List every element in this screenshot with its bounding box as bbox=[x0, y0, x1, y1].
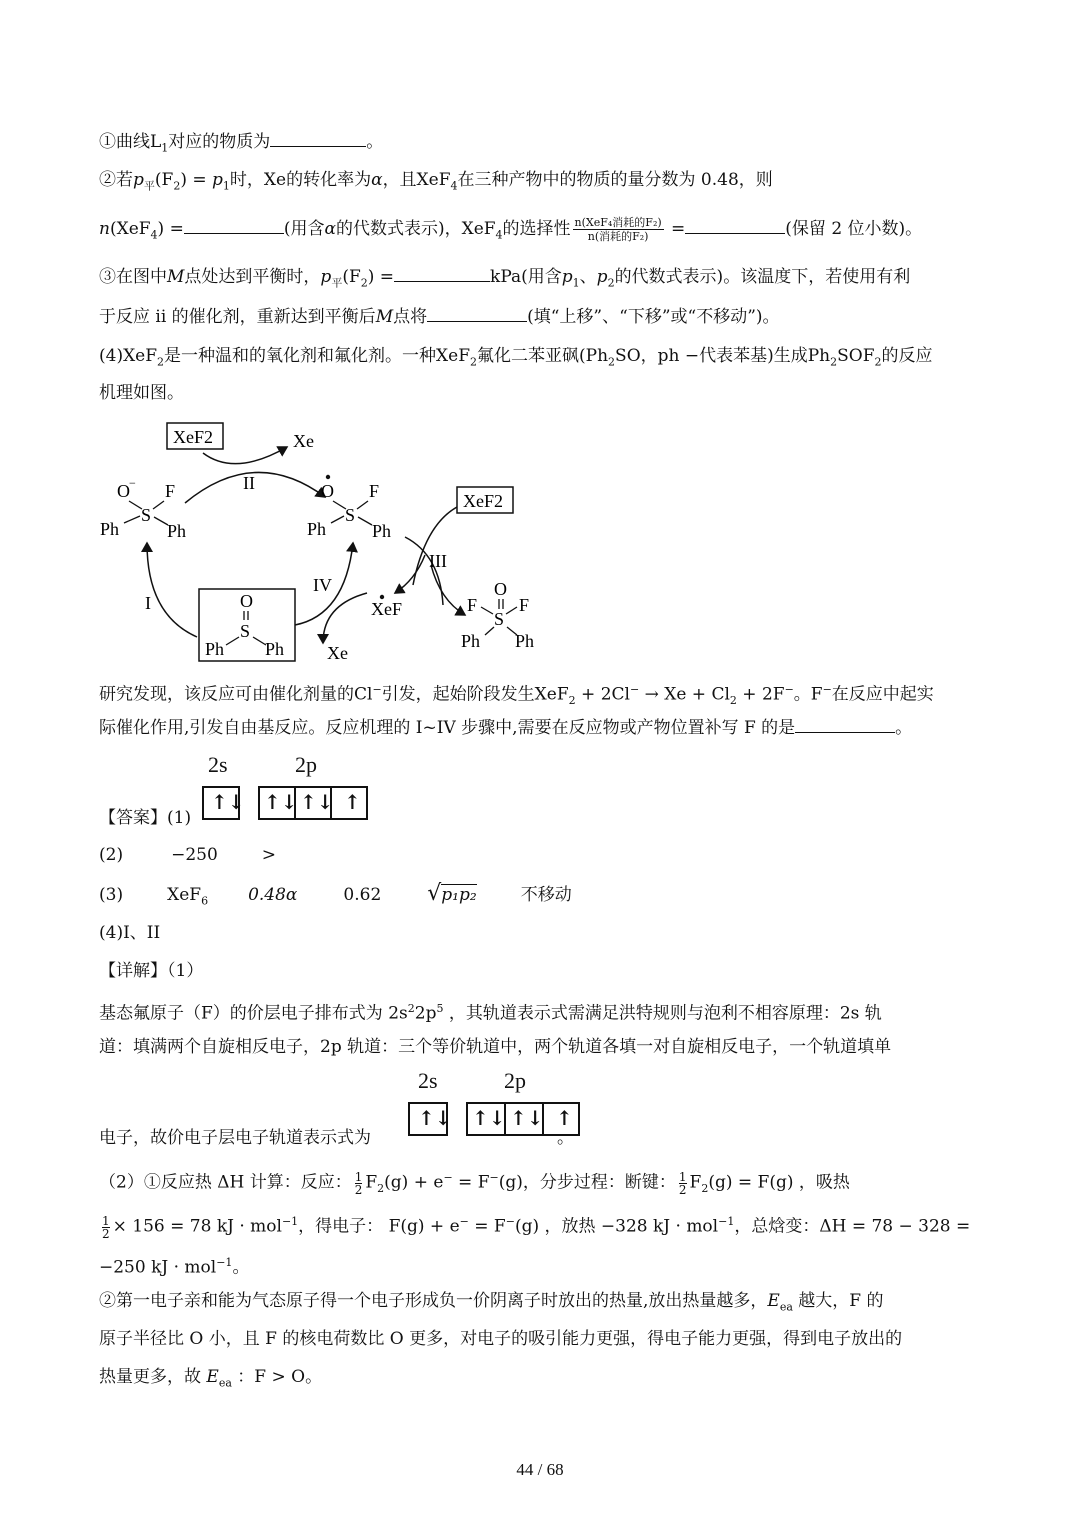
exp3-line3: 热量更多，故 $E_{ea}$ ：F > O。 bbox=[99, 1367, 323, 1390]
exp1-line2: 道：填满两个自旋相反电子，2p 轨道：三个等价轨道中，两个轨道各填一对自旋相反电子，一个轨道填单 bbox=[99, 1037, 892, 1057]
exp1-line1: 基态氟原子（F）的价层电子排布式为 $2s^22p^5$ ，其轨道表示式需满足洪特规则与泡利不相容原理：2s 轨 bbox=[99, 1002, 882, 1024]
arc-xef2-to-xef bbox=[413, 507, 457, 585]
center-mol-o: O bbox=[240, 591, 253, 611]
answer-blank[interactable] bbox=[270, 132, 366, 147]
prod-mol-o: O bbox=[494, 579, 507, 599]
q3-sub1: ①曲线$L_1$对应的物质为 。 bbox=[99, 132, 384, 155]
prod-mol-s: S bbox=[494, 609, 505, 629]
prod-mol-f2: F bbox=[519, 595, 530, 615]
left-mol-ph2: Ph bbox=[167, 521, 187, 541]
step-4-label: IV bbox=[313, 575, 332, 595]
answer-orbital-diagram: 2s 2p ↑↓ ↑↓ ↑↓ ↑ bbox=[200, 752, 380, 824]
mid-mol-f: F bbox=[369, 481, 380, 501]
answer-blank[interactable] bbox=[184, 219, 284, 234]
left-mol-o-charge: − bbox=[129, 476, 136, 490]
mechanism-diagram bbox=[95, 415, 565, 670]
mid-mol-s: S bbox=[345, 505, 356, 525]
research-line2: 际催化作用,引发自由基反应。反应机理的 I~IV 步骤中,需要在反应物或产物位置补写 F 的是 。 bbox=[99, 718, 913, 738]
q3-sub2-line2: n(XeF$_4$) = (用含α的代数式表示)，XeF$_4$的选择性 $\frac{\text{n(XeF₄消耗的F₂)}}{\text{n(消耗的F₂)}}$ = (保留 2 位小数)。 bbox=[99, 216, 923, 243]
exp2-line1: （2）①反应热 ΔH 计算：反应： $\frac{1}{2}$ $F_2(g) + e^- = F^-(g)$，分步过程：断键： $\frac{1}{2}$ $F_2(g) = F(g)$ ，吸热 bbox=[99, 1169, 850, 1197]
mid-mol-ph1: Ph bbox=[307, 519, 327, 539]
answer-2: (2) −250 > bbox=[99, 845, 277, 865]
step-3-label: III bbox=[429, 551, 447, 571]
q4-line2: 机理如图。 bbox=[99, 383, 184, 403]
answer-3: (3) XeF$_6$ 0.48α 0.62 √p₁p₂ 不移动 bbox=[99, 881, 572, 908]
q3-sub3-line1: ③在图中M点处达到平衡时，$p_平(F_2) = kPa$(用含$p_1$、$p_2$的代数式表示)。该温度下，若使用有利 bbox=[99, 267, 911, 290]
answer-blank[interactable] bbox=[427, 307, 527, 322]
arc-xef-to-xe bbox=[323, 593, 367, 643]
left-mol-ph1: Ph bbox=[100, 519, 120, 539]
exp2-line3: −250 kJ · mol$^{-1}$。 bbox=[99, 1256, 250, 1278]
answer-blank[interactable] bbox=[685, 219, 785, 234]
xef2-top-label: XeF2 bbox=[173, 427, 213, 447]
q3-sub3-line2: 于反应 ii 的催化剂，重新达到平衡后M点将 (填“上移”、“下移”或“不移动”)。 bbox=[99, 307, 780, 327]
mid-mol-o: O bbox=[321, 481, 334, 501]
step-1-label: I bbox=[145, 593, 151, 613]
exp3-line1: ②第一电子亲和能为气态原子得一个电子形成负一价阴离子时放出的热量,放出热量越多，$E_{ea}$ 越大，F 的 bbox=[99, 1291, 884, 1314]
arc-to-xef bbox=[395, 555, 425, 593]
answer-4: (4)I、II bbox=[99, 923, 161, 943]
answer-blank[interactable] bbox=[394, 267, 490, 282]
exp2-line2: $\frac{1}{2}$ × 156 = 78 kJ · mol$^{-1}$，得电子： F(g) + e− = F−(g) ，放热 −328 kJ · mol$^{-1}$，总焓变：ΔH = 78 − 328 = bbox=[102, 1213, 971, 1241]
explanation-orbital-diagram: 2s 2p ↑↓ ↑↓ ↑↓ ↑ bbox=[406, 1068, 586, 1140]
selectivity-fraction: $\frac{\text{n(XeF₄消耗的F₂)}}{\text{n(消耗的F₂)}}$ bbox=[574, 216, 662, 243]
step-2-label: II bbox=[243, 473, 255, 493]
center-mol-s: S bbox=[240, 621, 251, 641]
answer-1-label: 【答案】(1) bbox=[99, 808, 192, 828]
mid-mol-ph2: Ph bbox=[372, 521, 392, 541]
xe-top-label: Xe bbox=[293, 431, 314, 451]
left-mol-o: O bbox=[117, 481, 130, 501]
half-fraction: $\frac{1}{2}$ bbox=[678, 1169, 687, 1197]
q3-sub2-line1: ②若$p_平(F_2) = p_1$时，Xe的转化率为α，且XeF$_4$在三种产物中的物质的量分数为 0.48，则 bbox=[99, 170, 773, 193]
left-mol-s: S bbox=[141, 505, 152, 525]
xef2-right-label: XeF2 bbox=[463, 491, 503, 511]
xe-bottom-label: Xe bbox=[327, 643, 348, 663]
arc-step-1 bbox=[147, 543, 197, 637]
prod-mol-ph1: Ph bbox=[461, 631, 481, 651]
answer-blank[interactable] bbox=[795, 718, 895, 733]
center-mol-ph1: Ph bbox=[205, 639, 225, 659]
left-mol-f: F bbox=[165, 481, 176, 501]
half-fraction: $\frac{1}{2}$ bbox=[102, 1213, 110, 1241]
exp1-line3: 电子，故价电子层电子轨道表示式为 。 bbox=[99, 1128, 574, 1148]
detail-label: 【详解】（1） bbox=[99, 961, 204, 981]
half-fraction: $\frac{1}{2}$ bbox=[354, 1169, 363, 1197]
prod-mol-ph2: Ph bbox=[515, 631, 535, 651]
mid-mol-radical-dot bbox=[326, 475, 330, 479]
research-line1: 研究发现，该反应可由催化剂量的Cl−引发，起始阶段发生$XeF_2 + 2Cl^- \to Xe + Cl_2 + 2F^-$。F−在反应中起实 bbox=[99, 683, 934, 708]
center-mol-ph2: Ph bbox=[265, 639, 285, 659]
prod-mol-f1: F bbox=[467, 595, 478, 615]
arc-step-2 bbox=[185, 472, 325, 503]
xef-label: XeF bbox=[371, 599, 402, 619]
exp3-line2: 原子半径比 O 小，且 F 的核电荷数比 O 更多，对电子的吸引能力更强，得电子能力更强，得到电子放出的 bbox=[99, 1329, 903, 1349]
q4-line1: (4)XeF$_2$是一种温和的氧化剂和氟化剂。一种XeF$_2$氟化二苯亚砜($Ph_2SO$，ph −代表苯基)生成$Ph_2SOF_2$的反应 bbox=[99, 346, 933, 369]
page-number: 44 / 68 bbox=[516, 1460, 564, 1479]
